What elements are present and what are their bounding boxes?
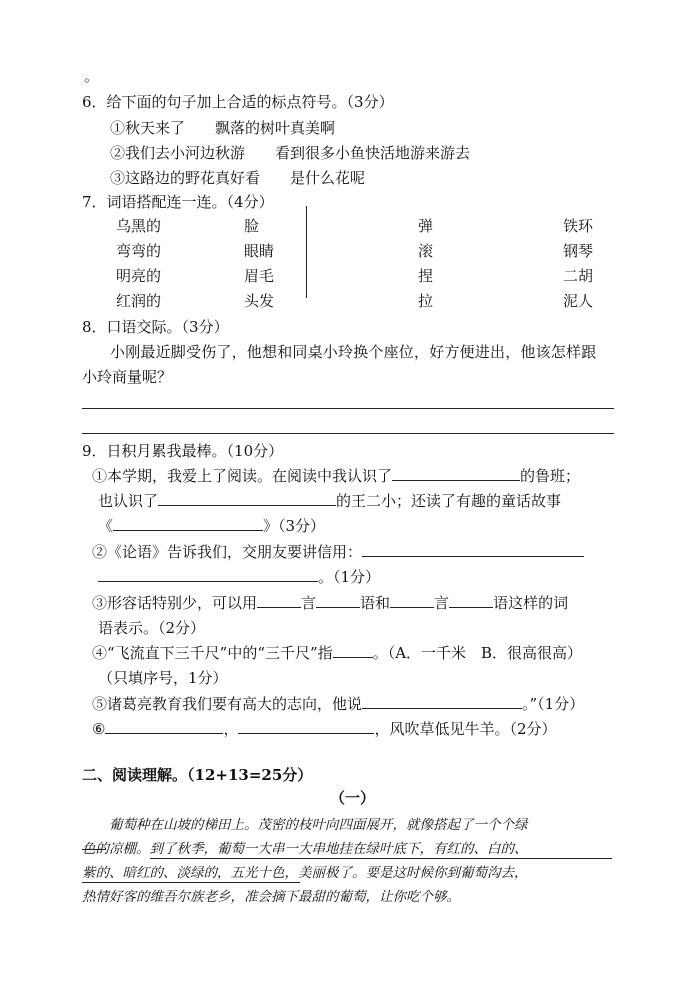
q9-item-2-line-2	[98, 567, 380, 587]
q6-sentence-3: ③这路边的野花真好看 是什么花呢	[110, 169, 366, 187]
q8-prompt-line-2: 小玲商量呢？	[82, 368, 173, 386]
q9-blank-poem-2[interactable]	[238, 719, 374, 734]
q7-left-noun-3: 眉毛	[244, 267, 275, 285]
q7-divider	[306, 206, 307, 298]
q9-blank-wangerxiao[interactable]	[158, 491, 336, 506]
q8-title: 8．口语交际。（3分）	[82, 318, 229, 336]
q7-right-noun-4: 泥人	[563, 292, 594, 310]
q9-item-1-text-f: 》（3分）	[263, 517, 326, 535]
q7-left-noun-1: 脸	[244, 217, 260, 235]
q9-item-6-text-a: ⑥	[92, 720, 106, 738]
q9-item-5-line	[92, 694, 584, 714]
q9-item-1-line-1	[92, 466, 580, 486]
q7-right-verb-4: 拉	[418, 292, 434, 310]
q7-title: 7．词语搭配连一连。（4分）	[82, 193, 274, 211]
q7-right-noun-1: 铁环	[563, 217, 594, 235]
passage-line-4: 热情好客的维吾尔族老乡，准会摘下最甜的葡萄，让你吃个够。	[82, 889, 460, 905]
q7-right-noun-3: 二胡	[563, 267, 594, 285]
q9-blank-choice[interactable]	[333, 643, 373, 658]
q7-left-noun-4: 头发	[244, 292, 275, 310]
q9-item-4-line-1	[92, 643, 582, 663]
passage-line-1: 葡萄种在山坡的梯田上。茂密的枝叶向四面展开，就像搭起了一个个绿	[82, 817, 528, 833]
q9-blank-lunyu-1[interactable]	[362, 542, 584, 557]
passage-underline-1b	[150, 858, 612, 859]
q7-left-adj-2: 弯弯的	[116, 242, 162, 260]
q7-left-adj-3: 明亮的	[116, 267, 162, 285]
q9-item-4-text-a: ④“飞流直下三千尺”中的“三千尺”指	[92, 644, 333, 662]
q9-blank-idiom-1b[interactable]	[316, 593, 360, 608]
q9-blank-idiom-2b[interactable]	[449, 593, 493, 608]
q9-item-2-line-1	[92, 542, 584, 562]
q9-blank-zhuge[interactable]	[362, 694, 522, 709]
q8-answer-line-1	[82, 408, 614, 409]
q7-right-noun-2: 钢琴	[563, 242, 594, 260]
q9-item-3-line-2: 语表示。（2分）	[98, 619, 206, 637]
q9-item-6-text-c: ，风吹草低见牛羊。（2分）	[374, 720, 557, 738]
passage-underline-1a	[82, 849, 106, 850]
q7-left-adj-1: 乌黑的	[116, 217, 162, 235]
q9-blank-idiom-1a[interactable]	[257, 593, 301, 608]
q7-left-adj-4: 红润的	[116, 292, 162, 310]
q9-item-1-text-c: 也认识了	[98, 492, 159, 510]
q9-item-1-text-b: 的鲁班；	[520, 467, 581, 485]
q9-item-5-text-a: ⑤诸葛亮教育我们要有高大的志向，他说	[92, 695, 363, 713]
q9-item-1-line-3	[98, 516, 325, 536]
section-2-title: 二、阅读理解。（12+13=25分）	[82, 766, 313, 784]
q9-blank-idiom-2a[interactable]	[390, 593, 434, 608]
q9-item-1-text-d: 的王二小；还读了有趣的童话故事	[336, 492, 562, 510]
q9-blank-poem-1[interactable]	[105, 719, 223, 734]
q9-item-6-text-b: ，	[223, 720, 239, 738]
q9-blank-luban[interactable]	[392, 466, 520, 481]
section-2-part-label: （一）	[330, 789, 376, 807]
q9-item-1-line-2	[98, 491, 561, 511]
q9-title: 9．日积月累我最棒。（10分）	[82, 442, 284, 460]
q9-item-1-text-e: 《	[98, 517, 114, 535]
q9-item-3-text-d: 言	[434, 594, 450, 612]
q9-item-2-text-a: ②《论语》告诉我们，交朋友要讲信用：	[92, 543, 363, 561]
q9-item-3-text-a: ③形容话特别少，可以用	[92, 594, 258, 612]
stray-mark: 。	[84, 67, 100, 85]
q9-item-4-text-b: 。（A．一千米 B．很高很高）	[372, 644, 583, 662]
q6-sentence-1: ①秋天来了 飘落的树叶真美啊	[110, 119, 336, 137]
q7-right-verb-3: 捏	[418, 267, 434, 285]
q9-item-5-text-b: 。”（1分）	[522, 695, 585, 713]
q9-item-3-text-c: 语和	[360, 594, 391, 612]
passage-underline-2	[82, 882, 300, 883]
q9-item-4-line-2: （只填序号，1分）	[98, 669, 228, 687]
q9-item-3-text-b: 言	[301, 594, 317, 612]
q9-blank-lunyu-2[interactable]	[98, 567, 318, 582]
q8-answer-line-2	[82, 433, 614, 434]
q6-title: 6．给下面的句子加上合适的标点符号。（3分）	[82, 93, 394, 111]
q9-item-6-line	[92, 719, 557, 739]
q7-right-verb-2: 滚	[418, 242, 434, 260]
q9-item-3-line-1	[92, 593, 568, 613]
passage-line-3: 紫的、暗红的、淡绿的，五光十色，美丽极了。要是这时候你到葡萄沟去，	[82, 865, 528, 881]
q7-right-verb-1: 弹	[418, 217, 434, 235]
q9-item-2-text-b: 。（1分）	[318, 568, 381, 586]
q9-blank-fairy-tale[interactable]	[113, 516, 263, 531]
q9-item-1-text-a: ①本学期，我爱上了阅读。在阅读中我认识了	[92, 467, 393, 485]
q8-prompt-line-1: 小刚最近脚受伤了，他想和同桌小玲换个座位，好方便进出，他该怎样跟	[110, 343, 597, 361]
q9-item-3-text-e: 语这样的词	[493, 594, 569, 612]
passage-line-2: 色的凉棚。到了秋季，葡萄一大串一大串地挂在绿叶底下，有红的、白的、	[82, 841, 528, 857]
q7-left-noun-2: 眼睛	[244, 242, 275, 260]
q6-sentence-2: ②我们去小河边秋游 看到很多小鱼快活地游来游去	[110, 144, 471, 162]
